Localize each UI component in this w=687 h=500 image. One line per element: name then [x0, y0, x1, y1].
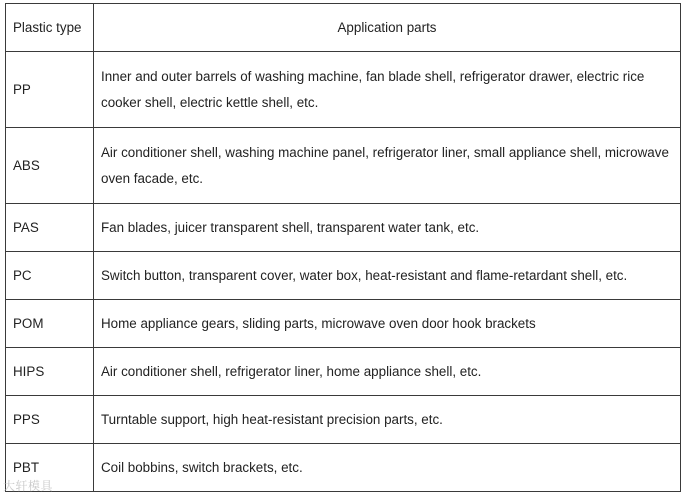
watermark: 大轩模具 [3, 479, 54, 493]
table-row [6, 52, 681, 128]
table-row [6, 396, 681, 444]
application-parts-cell: Air conditioner shell, refrigerator liner, home appliance shell, etc. [94, 348, 681, 396]
table-row [6, 204, 681, 252]
application-parts-cell: Fan blades, juicer transparent shell, transparent water tank, etc. [94, 204, 681, 252]
table-header-row [6, 4, 681, 52]
plastic-type-cell: PBT [6, 444, 94, 492]
application-parts-cell: Turntable support, high heat-resistant precision parts, etc. [94, 396, 681, 444]
table-row [6, 444, 681, 492]
plastic-type-cell: ABS [6, 128, 94, 204]
plastic-type-cell: PAS [6, 204, 94, 252]
plastic-type-cell: POM [6, 300, 94, 348]
plastic-type-cell: PPS [6, 396, 94, 444]
application-parts-cell: Inner and outer barrels of washing machine, fan blade shell, refrigerator drawer, electric rice cooker shell, electric kettle shell, etc. [94, 52, 681, 128]
table-row [6, 348, 681, 396]
plastic-type-cell: PC [6, 252, 94, 300]
plastic-type-cell: PP [6, 52, 94, 128]
table-row [6, 300, 681, 348]
table-row [6, 252, 681, 300]
plastics-application-table [5, 3, 681, 492]
application-parts-cell: Coil bobbins, switch brackets, etc. [94, 444, 681, 492]
application-parts-cell: Air conditioner shell, washing machine panel, refrigerator liner, small appliance shell, microwave oven facade, etc. [94, 128, 681, 204]
application-parts-cell: Switch button, transparent cover, water box, heat-resistant and flame-retardant shell, etc. [94, 252, 681, 300]
plastic-type-cell: HIPS [6, 348, 94, 396]
table-row [6, 128, 681, 204]
header-application-parts: Application parts [94, 4, 681, 52]
header-plastic-type: Plastic type [6, 4, 94, 52]
application-parts-cell: Home appliance gears, sliding parts, microwave oven door hook brackets [94, 300, 681, 348]
